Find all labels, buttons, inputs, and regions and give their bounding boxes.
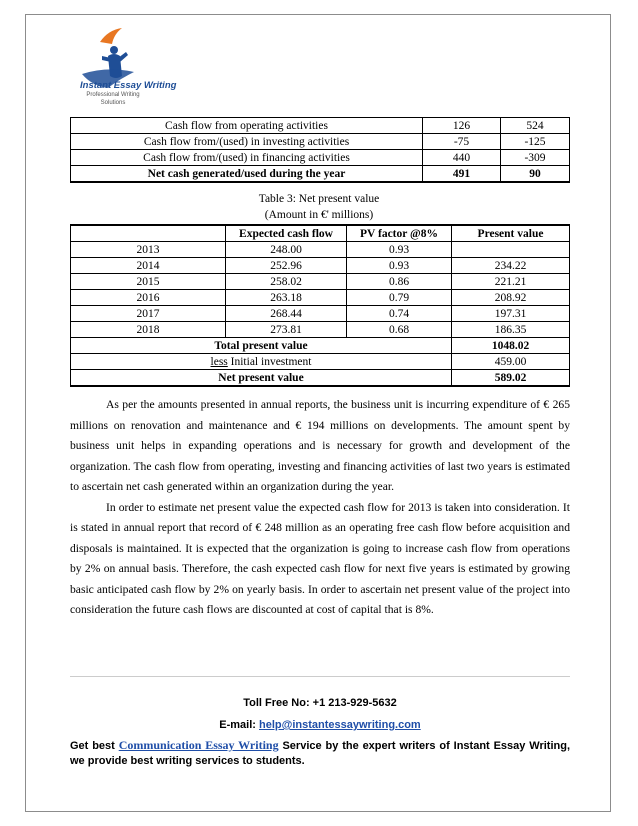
table-row bbox=[71, 134, 570, 150]
table-row bbox=[71, 118, 570, 134]
pv-cell bbox=[452, 242, 570, 258]
pv-cell: 234.22 bbox=[452, 258, 570, 274]
footer-divider bbox=[70, 676, 570, 677]
email-line bbox=[70, 714, 570, 736]
row-value: -309 bbox=[501, 150, 570, 166]
cash-cell: 263.18 bbox=[226, 290, 347, 306]
logo-text bbox=[78, 80, 188, 107]
toll-free: Toll Free No: +1 213-929-5632 bbox=[243, 697, 397, 709]
factor-cell: 0.86 bbox=[347, 274, 452, 290]
year-cell: 2013 bbox=[71, 242, 226, 258]
promo-link[interactable]: Communication Essay Writing bbox=[118, 738, 279, 752]
total-label: Net cash generated/used during the year bbox=[71, 166, 423, 183]
year-cell: 2018 bbox=[71, 322, 226, 338]
less-underlined: less bbox=[210, 355, 228, 368]
investment-row bbox=[71, 354, 570, 370]
table-row bbox=[71, 274, 570, 290]
cash-cell: 273.81 bbox=[226, 322, 347, 338]
paragraph-1: As per the amounts presented in annual reports, the business unit is incurring expenditure of € 265 millions on renovation and maintenance and € 194 millions on developments. The amount spent by business unit helps in expanding operations and is necessary for growth and development of the organization. The cash flow from operating, investing and financing activities of last two years is estimated to ascertain net cash generated within an organization during the year. bbox=[70, 398, 570, 493]
row-label: Cash flow from/(used) in investing activities bbox=[71, 134, 423, 150]
cash-cell: 252.96 bbox=[226, 258, 347, 274]
table-total-row bbox=[71, 166, 570, 183]
cash-cell: 258.02 bbox=[226, 274, 347, 290]
row-value: -75 bbox=[423, 134, 501, 150]
factor-cell: 0.79 bbox=[347, 290, 452, 306]
promo-prefix: Get best bbox=[70, 740, 119, 752]
year-cell: 2016 bbox=[71, 290, 226, 306]
factor-cell: 0.93 bbox=[347, 258, 452, 274]
cash-cell: 268.44 bbox=[226, 306, 347, 322]
table-caption: Table 3: Net present value bbox=[258, 193, 380, 205]
year-cell: 2015 bbox=[71, 274, 226, 290]
table-row bbox=[71, 242, 570, 258]
factor-cell: 0.74 bbox=[347, 306, 452, 322]
logo-figure-icon bbox=[82, 28, 134, 88]
paragraph-2: In order to estimate net present value the expected cash flow for 2013 is taken into consideration. It is stated in annual report that record of € 248 million as an operating free cash flow before acquisition and disposals is maintained. It is expected that the organization is going to increase cash flow from operations by 2% on annual basis. Therefore, the cash expected cash flow for next five years is estimated by growing basic anticipated cash flow by 2% on yearly basis. In order to ascertain net present value of the project into consideration the future cash flows are discounted at cost of capital that is 8%. bbox=[70, 500, 570, 616]
total-value: 90 bbox=[501, 166, 570, 183]
factor-cell: 0.68 bbox=[347, 322, 452, 338]
column-header: Present value bbox=[452, 225, 570, 242]
table-subcaption: (Amount in €' millions) bbox=[264, 209, 374, 221]
total-pv-row bbox=[71, 338, 570, 354]
column-header bbox=[71, 225, 226, 242]
email-link[interactable]: help@instantessaywriting.com bbox=[259, 719, 421, 731]
total-value: 491 bbox=[423, 166, 501, 183]
npv-table bbox=[70, 224, 570, 387]
promo-suffix: Service by the expert writers of Instant Essay Writing, we provide best writing services to students. bbox=[70, 740, 570, 767]
pv-cell: 208.92 bbox=[452, 290, 570, 306]
row-label: Cash flow from operating activities bbox=[71, 118, 423, 134]
body-text bbox=[70, 395, 570, 621]
table-row bbox=[71, 306, 570, 322]
logo-tagline-2: Solutions bbox=[100, 100, 126, 106]
logo-tagline-1: Professional Writing bbox=[86, 92, 140, 98]
npv-label: Net present value bbox=[71, 370, 452, 387]
column-header: PV factor @8% bbox=[347, 225, 452, 242]
total-pv-label: Total present value bbox=[71, 338, 452, 354]
table-row bbox=[71, 150, 570, 166]
table-row bbox=[71, 290, 570, 306]
column-header: Expected cash flow bbox=[226, 225, 347, 242]
cash-flow-table bbox=[70, 117, 570, 183]
pv-cell: 197.31 bbox=[452, 306, 570, 322]
table-row bbox=[71, 322, 570, 338]
pv-cell: 186.35 bbox=[452, 322, 570, 338]
npv-value: 589.02 bbox=[452, 370, 570, 387]
promo-text bbox=[70, 738, 570, 769]
cash-cell: 248.00 bbox=[226, 242, 347, 258]
footer bbox=[70, 692, 570, 769]
year-cell: 2014 bbox=[71, 258, 226, 274]
investment-label-rest: Initial investment bbox=[227, 355, 312, 368]
row-label: Cash flow from/(used) in financing activities bbox=[71, 150, 423, 166]
investment-value: 459.00 bbox=[452, 354, 570, 370]
factor-cell: 0.93 bbox=[347, 242, 452, 258]
investment-label bbox=[71, 354, 452, 370]
logo-name: Instant Essay Writing bbox=[80, 80, 177, 91]
row-value: 524 bbox=[501, 118, 570, 134]
total-pv-value: 1048.02 bbox=[452, 338, 570, 354]
pv-cell: 221.21 bbox=[452, 274, 570, 290]
email-label: E-mail: bbox=[219, 719, 259, 731]
row-value: -125 bbox=[501, 134, 570, 150]
year-cell: 2017 bbox=[71, 306, 226, 322]
npv-row bbox=[71, 370, 570, 387]
table-row bbox=[71, 258, 570, 274]
table-header-row bbox=[71, 225, 570, 242]
row-value: 440 bbox=[423, 150, 501, 166]
row-value: 126 bbox=[423, 118, 501, 134]
